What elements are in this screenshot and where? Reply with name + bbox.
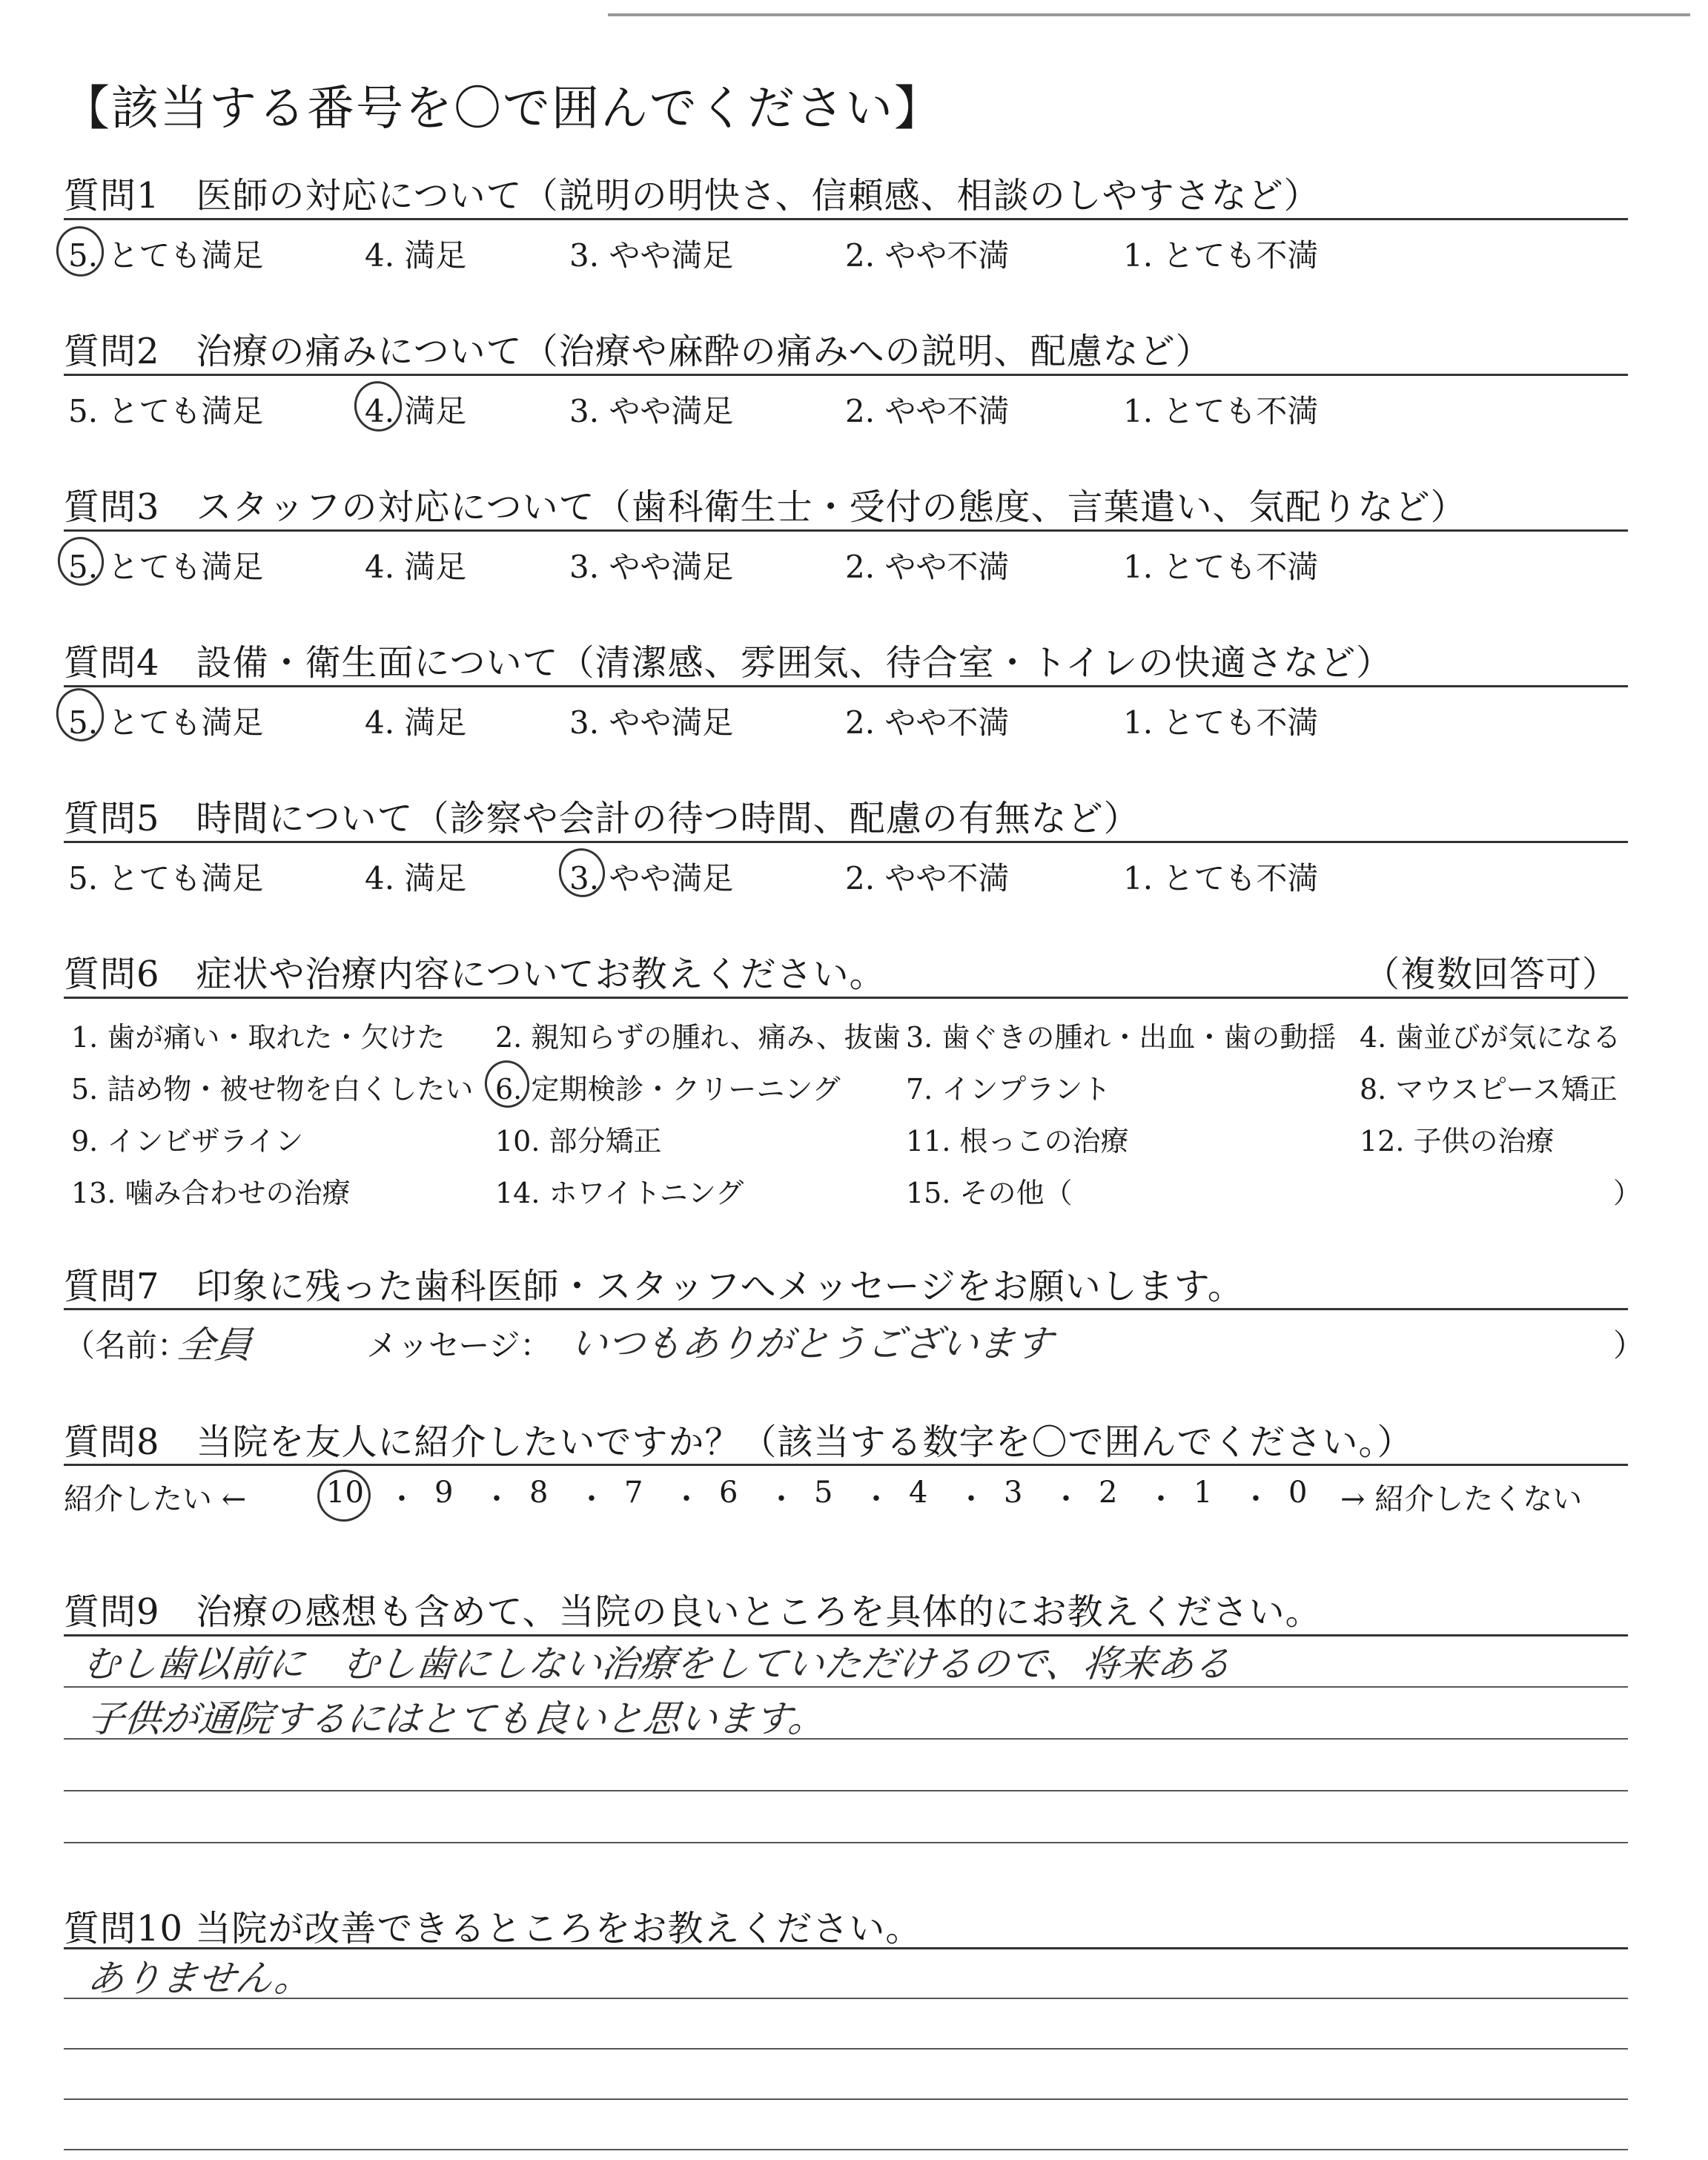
q4-option-4[interactable]: 4. 満足 — [365, 704, 467, 741]
q8-scale-dot: ・ — [956, 1482, 986, 1516]
q6-option-11[interactable]: 11. 根っこの治療 — [906, 1125, 1129, 1157]
q9-answer-line-2[interactable]: 子供が通院するにはとても良いと思います。 — [85, 1697, 828, 1740]
q5-option-4[interactable]: 4. 満足 — [365, 860, 467, 896]
q2-title: 質問2 治療の痛みについて（治療や麻酔の痛みへの説明、配慮など） — [64, 331, 1212, 372]
q2-option-5[interactable]: 5. とても満足 — [68, 393, 264, 429]
q8-scale-dot: ・ — [1146, 1482, 1176, 1516]
q8-scale-left-label: 紹介したい ← — [64, 1482, 247, 1516]
q6-option-15[interactable]: 15. その他（ — [906, 1177, 1073, 1209]
q8-score-7[interactable]: 7 — [624, 1476, 643, 1510]
q1-divider — [64, 218, 1628, 220]
q4-option-3[interactable]: 3. やや満足 — [569, 704, 734, 741]
q5-option-2[interactable]: 2. やや不満 — [845, 860, 1010, 896]
q7-message-label: メッセージ： — [366, 1327, 552, 1364]
q5-option-5[interactable]: 5. とても満足 — [68, 860, 264, 896]
q3-option-1[interactable]: 1. とても不満 — [1123, 549, 1319, 585]
q9-answer-rule — [64, 1842, 1628, 1843]
q8-score-10[interactable]: 10 — [326, 1476, 364, 1510]
q9-title: 質問9 治療の感想も含めて、当院の良いところを具体的にお教えください。 — [64, 1591, 1322, 1633]
q7-divider — [64, 1308, 1628, 1310]
q4-option-5[interactable]: 5. とても満足 — [68, 704, 264, 741]
q10-answer-line-1[interactable]: ありません。 — [85, 1957, 314, 2000]
q6-option-12[interactable]: 12. 子供の治療 — [1360, 1125, 1555, 1157]
q6-multiple-note: （複数回答可） — [1364, 954, 1619, 995]
q8-scale-dot: ・ — [861, 1482, 891, 1516]
q6-option-3[interactable]: 3. 歯ぐきの腫れ・出血・歯の動揺 — [906, 1021, 1337, 1054]
q6-option-10[interactable]: 10. 部分矯正 — [495, 1125, 662, 1157]
q2-option-3[interactable]: 3. やや満足 — [569, 393, 734, 429]
page-header: 【該当する番号を〇で囲んでください】 — [62, 82, 943, 136]
q8-scale-dot: ・ — [767, 1482, 796, 1516]
q6-option-4[interactable]: 4. 歯並びが気になる — [1360, 1021, 1621, 1054]
q4-option-1[interactable]: 1. とても不満 — [1123, 704, 1319, 741]
q8-title: 質問8 当院を友人に紹介したいですか？（該当する数字を〇で囲んでください。） — [64, 1421, 1414, 1463]
q10-answer-rule — [64, 2149, 1628, 2150]
q7-close-paren: ） — [1613, 1327, 1645, 1364]
q8-scale-right-label: → 紹介したくない — [1340, 1482, 1583, 1516]
q3-title: 質問3 スタッフの対応について（歯科衛生士・受付の態度、言葉遣い、気配りなど） — [64, 486, 1467, 528]
q3-option-4[interactable]: 4. 満足 — [365, 549, 467, 585]
q6-option-14[interactable]: 14. ホワイトニング — [495, 1177, 744, 1209]
q7-name-label: （名前： — [64, 1327, 189, 1364]
q8-scale-dot: ・ — [1241, 1482, 1271, 1516]
q8-score-9[interactable]: 9 — [434, 1476, 454, 1510]
q9-answer-rule — [64, 1790, 1628, 1791]
q8-selected-circle — [313, 1464, 376, 1526]
scan-top-edge — [608, 13, 1690, 16]
q1-option-2[interactable]: 2. やや不満 — [845, 237, 1010, 274]
q6-option-7[interactable]: 7. インプラント — [906, 1073, 1111, 1106]
q8-score-3[interactable]: 3 — [1004, 1476, 1023, 1510]
q2-divider — [64, 374, 1628, 376]
q8-divider — [64, 1464, 1628, 1466]
q2-option-4[interactable]: 4. 満足 — [365, 393, 467, 429]
q2-option-2[interactable]: 2. やや不満 — [845, 393, 1010, 429]
q5-title: 質問5 時間について（診察や会計の待つ時間、配慮の有無など） — [64, 798, 1140, 839]
q3-divider — [64, 529, 1628, 532]
q6-option-2[interactable]: 2. 親知らずの腫れ、痛み、抜歯 — [495, 1021, 901, 1054]
q3-option-3[interactable]: 3. やや満足 — [569, 549, 734, 585]
q8-score-2[interactable]: 2 — [1099, 1476, 1118, 1510]
q4-option-2[interactable]: 2. やや不満 — [845, 704, 1010, 741]
q6-option-6[interactable]: 6. 定期検診・クリーニング — [495, 1073, 841, 1106]
q6-option-13[interactable]: 13. 噛み合わせの治療 — [71, 1177, 351, 1209]
q1-title: 質問1 医師の対応について（説明の明快さ、信頼感、相談のしやすさなど） — [64, 175, 1320, 217]
q8-score-6[interactable]: 6 — [719, 1476, 738, 1510]
q3-option-5[interactable]: 5. とても満足 — [68, 549, 264, 585]
q6-other-close-paren: ） — [1613, 1177, 1642, 1209]
q7-title: 質問7 印象に残った歯科医師・スタッフへメッセージをお願いします。 — [64, 1266, 1244, 1307]
q8-score-5[interactable]: 5 — [814, 1476, 833, 1510]
q3-option-2[interactable]: 2. やや不満 — [845, 549, 1010, 585]
q6-title: 質問6 症状や治療内容についてお教えください。 — [64, 954, 886, 995]
q8-scale-dot: ・ — [1051, 1482, 1081, 1516]
q7-name-value[interactable]: 全員 — [175, 1324, 254, 1367]
q1-option-5[interactable]: 5. とても満足 — [68, 237, 264, 274]
q8-score-8[interactable]: 8 — [529, 1476, 549, 1510]
q4-title: 質問4 設備・衛生面について（清潔感、雰囲気、待合室・トイレの快適さなど） — [64, 642, 1393, 684]
q1-option-4[interactable]: 4. 満足 — [365, 237, 467, 274]
q4-divider — [64, 685, 1628, 687]
q6-option-1[interactable]: 1. 歯が痛い・取れた・欠けた — [71, 1021, 446, 1054]
q6-option-5[interactable]: 5. 詰め物・被せ物を白くしたい — [71, 1073, 474, 1106]
q1-option-1[interactable]: 1. とても不満 — [1123, 237, 1319, 274]
q10-title: 質問10 当院が改善できるところをお教えください。 — [64, 1908, 922, 1949]
q8-scale-dot: ・ — [577, 1482, 606, 1516]
q5-divider — [64, 841, 1628, 843]
q6-option-8[interactable]: 8. マウスピース矯正 — [1360, 1073, 1618, 1106]
q5-option-3[interactable]: 3. やや満足 — [569, 860, 734, 896]
q8-score-1[interactable]: 1 — [1194, 1476, 1213, 1510]
q5-option-1[interactable]: 1. とても不満 — [1123, 860, 1319, 896]
q7-message-value[interactable]: いつもありがとうございます — [568, 1322, 1055, 1365]
q8-scale-dot: ・ — [482, 1482, 512, 1516]
q1-option-3[interactable]: 3. やや満足 — [569, 237, 734, 274]
q6-divider — [64, 997, 1628, 999]
q10-answer-rule — [64, 2048, 1628, 2050]
q8-score-0[interactable]: 0 — [1288, 1476, 1308, 1510]
q8-scale-dot: ・ — [672, 1482, 701, 1516]
q10-answer-rule — [64, 2098, 1628, 2100]
q2-option-1[interactable]: 1. とても不満 — [1123, 393, 1319, 429]
q9-answer-line-1[interactable]: むし歯以前に むし歯にしない治療をしていただけるので、将来ある — [80, 1642, 1234, 1685]
q8-score-4[interactable]: 4 — [909, 1476, 928, 1510]
q6-option-9[interactable]: 9. インビザライン — [71, 1125, 304, 1157]
q8-scale-dot: ・ — [387, 1482, 417, 1516]
